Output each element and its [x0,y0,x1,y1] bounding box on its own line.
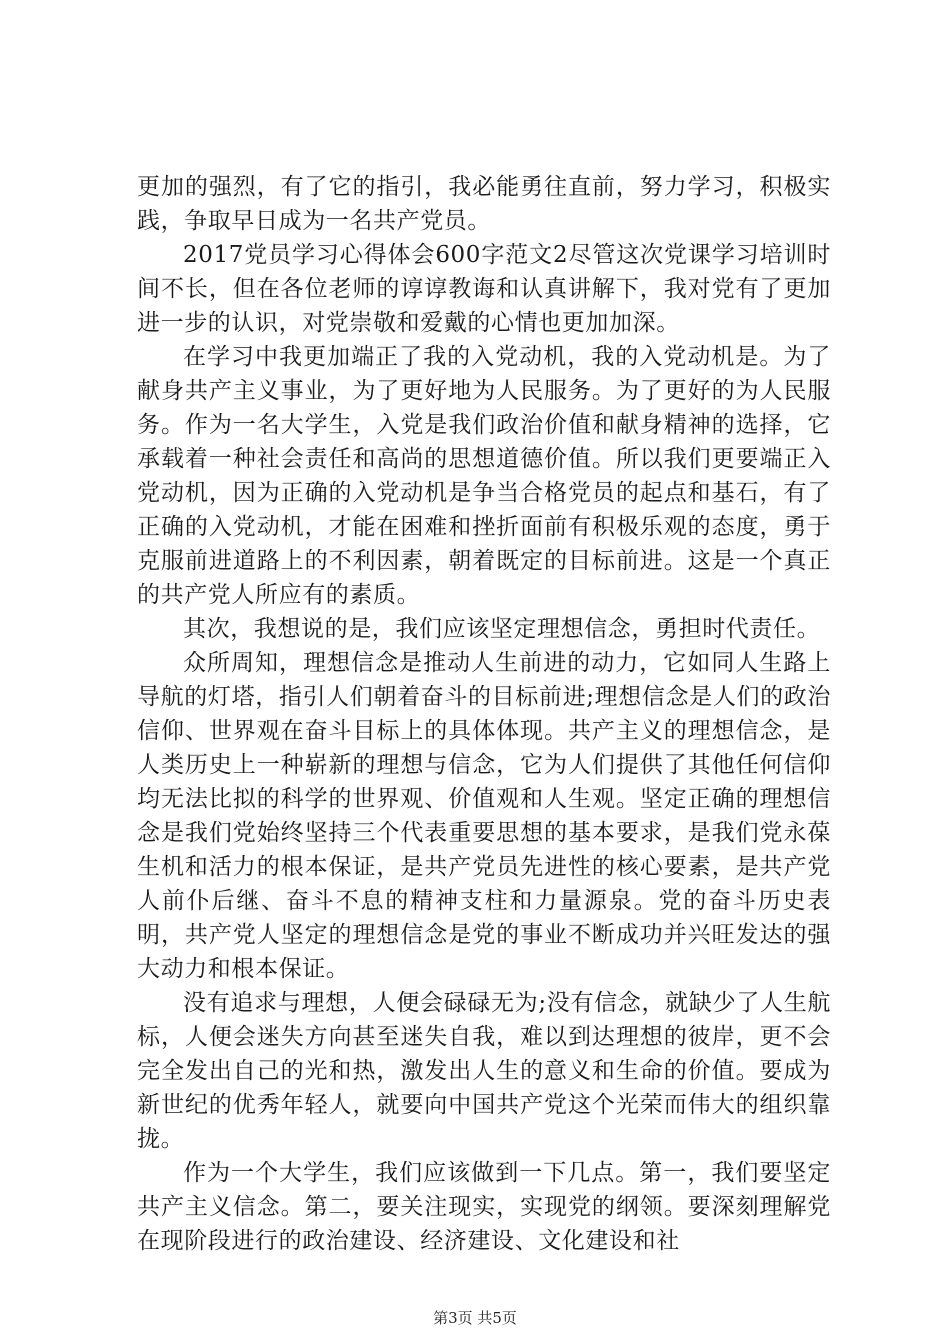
paragraph-continuation: 更加的强烈，有了它的指引，我必能勇往直前，努力学习，积极实践，争取早日成为一名共产党员。 [137,174,831,234]
paragraph-pursuit: 没有追求与理想，人便会碌碌无为;没有信念，就缺少了人生航标，人便会迷失方向甚至迷失自我，难以到达理想的彼岸，更不会完全发出自己的光和热，激发出人生的意义和生命的价值。要成为新世纪的优秀年轻人，就要向中国共产党这个光荣而伟大的组织靠拢。 [137,990,831,1152]
paragraph-intro: 2017党员学习心得体会600字范文2尽管这次党课学习培训时间不长，但在各位老师的谆谆教诲和认真讲解下，我对党有了更加进一步的认识，对党崇敬和爱戴的心情也更加加深。 [137,242,831,336]
document-body [137,170,831,1258]
paragraph-secondly: 其次，我想说的是，我们应该坚定理想信念，勇担时代责任。 [183,616,821,642]
paragraph-motivation: 在学习中我更加端正了我的入党动机，我的入党动机是。为了献身共产主义事业，为了更好地为人民服务。为了更好的为人民服务。作为一名大学生，入党是我们政治价值和献身精神的选择，它承载着一种社会责任和高尚的思想道德价值。所以我们更要端正入党动机，因为正确的入党动机是争当合格党员的起点和基石，有了正确的入党动机，才能在困难和挫折面前有积极乐观的态度，勇于克服前进道路上的不利因素，朝着既定的目标前进。这是一个真正的共产党人所应有的素质。 [137,344,831,608]
paragraph-student: 作为一个大学生，我们应该做到一下几点。第一，我们要坚定共产主义信念。第二，要关注现实，实现党的纲领。要深刻理解党在现阶段进行的政治建设、经济建设、文化建设和社 [137,1160,831,1254]
page-number-footer: 第3页 共5页 [433,1309,517,1327]
paragraph-ideals: 众所周知，理想信念是推动人生前进的动力，它如同人生路上导航的灯塔，指引人们朝着奋斗的目标前进;理想信念是人们的政治信仰、世界观在奋斗目标上的具体体现。共产主义的理想信念，是人类历史上一种崭新的理想与信念，它为人们提供了其他任何信仰均无法比拟的科学的世界观、价值观和人生观。坚定正确的理想信念是我们党始终坚持三个代表重要思想的基本要求，是我们党永葆生机和活力的根本保证，是共产党员先进性的核心要素，是共产党人前仆后继、奋斗不息的精神支柱和力量源泉。党的奋斗历史表明，共产党人坚定的理想信念是党的事业不断成功并兴旺发达的强大动力和根本保证。 [137,650,831,982]
